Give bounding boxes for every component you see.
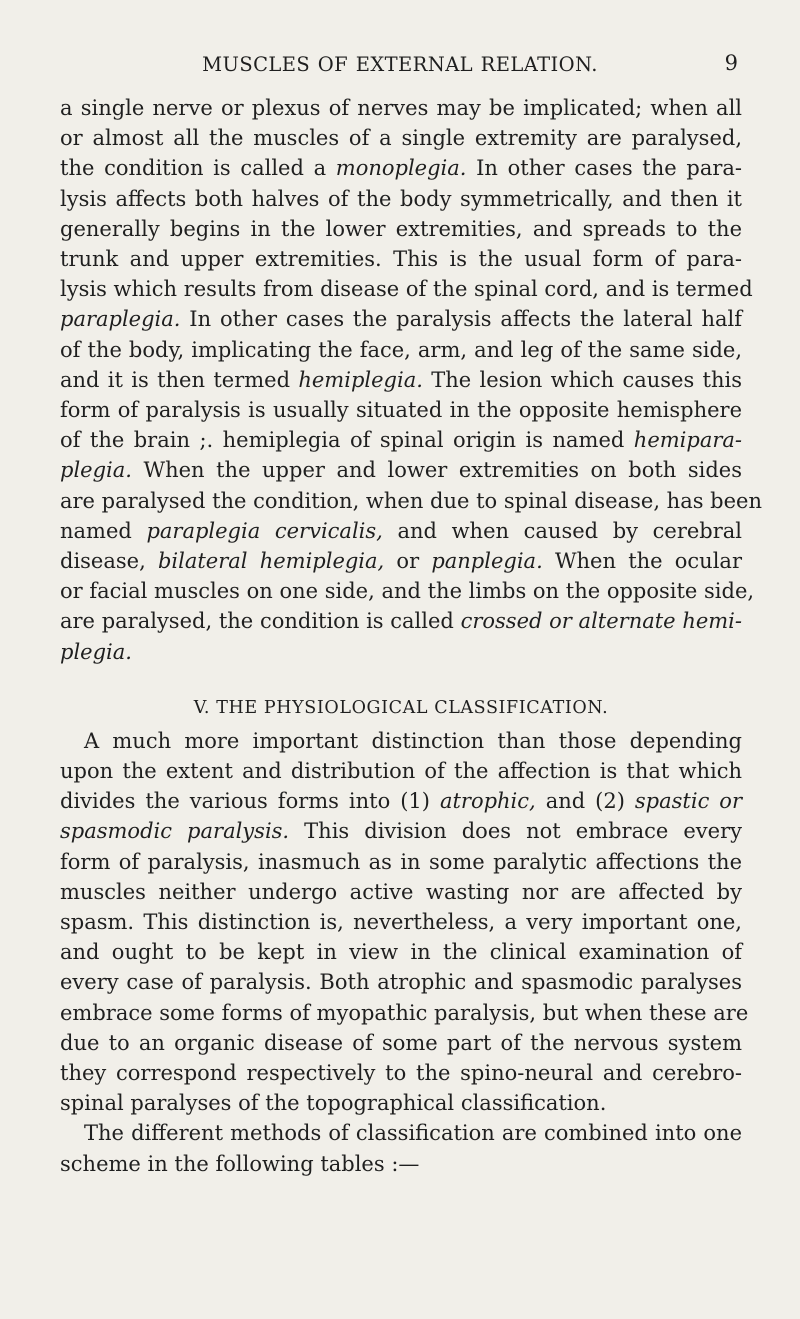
paragraph-1-line: [60, 486, 763, 516]
text-run: are paralysed the condition, when due to spinal disease, has been: [60, 488, 763, 513]
text-run: lysis which results from disease of the spinal cord, and is termed: [60, 277, 753, 302]
paragraph-2-line: [60, 907, 742, 937]
paragraph-2-line: [60, 1028, 742, 1058]
paragraph-2-line: [60, 1058, 742, 1088]
text-run: In other cases the para-: [466, 156, 742, 181]
text-run: spasm. This distinction is, nevertheless, a very important one,: [60, 909, 742, 934]
text-run: muscles neither undergo active wasting nor are affected by: [60, 879, 742, 904]
text-run: lysis affects both halves of the body symmetrically, and then it: [60, 186, 742, 211]
page-header: [60, 53, 740, 83]
paragraph-3-line: [84, 1118, 742, 1148]
text-run: and when caused by cerebral: [382, 518, 743, 543]
running-title: MUSCLES OF EXTERNAL RELATION.: [202, 53, 598, 76]
text-run: trunk and upper extremities. This is the usual form of para-: [60, 247, 742, 271]
text-run: The lesion which causes this: [422, 367, 743, 392]
text-run: When the ocular: [542, 549, 742, 573]
italic-term: spasmodic paralysis.: [60, 819, 290, 844]
italic-term: paraplegia.: [60, 307, 181, 332]
text-run: scheme in the following tables :—: [60, 1151, 420, 1176]
paragraph-1-line: [60, 184, 742, 214]
italic-term: panplegia.: [431, 549, 543, 573]
paragraph-2-line: [60, 816, 742, 846]
italic-term: atrophic,: [439, 789, 536, 814]
text-run: generally begins in the lower extremities, and spreads to the: [60, 216, 742, 241]
text-run: the condition is called a: [60, 156, 336, 181]
paragraph-2-line: [60, 877, 742, 907]
text-run: are paralysed, the condition is called: [60, 609, 461, 634]
text-run: and (2): [535, 789, 635, 814]
text-run: or almost all the muscles of a single extremity are paralysed,: [60, 126, 742, 151]
text-run: embrace some forms of myopathic paralysis, but when these are: [60, 1000, 749, 1025]
paragraph-2-line: [60, 1088, 742, 1118]
italic-term: plegia.: [60, 458, 132, 483]
text-run: When the upper and lower extremities on both sides: [131, 458, 742, 483]
text-run: and it is then termed: [60, 367, 299, 392]
paragraph-2-line: [60, 847, 742, 877]
italic-term: spastic or: [634, 789, 742, 814]
paragraph-1-line: [60, 153, 742, 183]
paragraph-1-line: [60, 244, 742, 274]
text-run: they correspond respectively to the spino-neural and cerebro-: [60, 1060, 742, 1085]
paragraph-2-line: [60, 756, 742, 786]
paragraph-1-line: [60, 93, 742, 123]
text-run: divides the various forms into (1): [60, 789, 440, 814]
italic-term: hemiplegia.: [298, 367, 423, 392]
paragraph-1-line: [60, 455, 742, 485]
paragraph-1-line: [60, 214, 742, 244]
paragraph-1-line: [60, 304, 742, 334]
italic-term: hemipara-: [633, 428, 742, 453]
italic-term: crossed or alternate hemi-: [460, 609, 742, 634]
text-run: every case of paralysis. Both atrophic and spasmodic paralyses: [60, 970, 742, 995]
paragraph-1-line: [60, 395, 742, 425]
paragraph-2-line: [60, 967, 742, 997]
paragraph-1-line: [60, 637, 742, 667]
paragraph-2-line: [60, 998, 749, 1028]
paragraph-1-line: [60, 425, 742, 455]
paragraph-1-line: [60, 365, 742, 395]
text-run: upon the extent and distribution of the affection is that which: [60, 758, 742, 783]
text-run: The different methods of classification are combined into one: [84, 1121, 742, 1146]
text-run: In other cases the paralysis affects the lateral half: [180, 307, 742, 332]
text-run: form of paralysis is usually situated in the opposite hemisphere: [60, 398, 742, 422]
text-run: This division does not embrace every: [289, 819, 742, 844]
paragraph-1-line: [60, 123, 742, 153]
paragraph-2-line: [60, 937, 742, 967]
italic-term: monoplegia.: [335, 156, 467, 181]
paragraph-2-line: [84, 726, 742, 756]
text-run: spinal paralyses of the topographical classification.: [60, 1091, 607, 1116]
text-run: or: [384, 549, 432, 573]
italic-term: plegia.: [60, 639, 132, 664]
paragraph-2-line: [60, 786, 742, 816]
text-run: disease,: [60, 549, 158, 573]
italic-term: paraplegia cervicalis,: [146, 518, 383, 543]
text-run: A much more important distinction than those depending: [84, 728, 742, 753]
paragraph-3-line: [60, 1149, 742, 1179]
text-run: named: [60, 518, 147, 543]
text-run: a single nerve or plexus of nerves may be implicated; when all: [60, 96, 742, 120]
text-run: and ought to be kept in view in the clinical examination of: [60, 940, 742, 965]
text-run: form of paralysis, inasmuch as in some paralytic affections the: [60, 849, 742, 874]
page-number: 9: [724, 51, 738, 75]
text-run: of the brain ;. hemiplegia of spinal origin is named: [60, 428, 634, 453]
section-heading: V. THE PHYSIOLOGICAL CLASSIFICATION.: [193, 697, 609, 718]
paragraph-1-line: [60, 335, 742, 365]
text-run: due to an organic disease of some part of the nervous system: [60, 1030, 742, 1055]
paragraph-1-line: [60, 606, 742, 636]
text-run: of the body, implicating the face, arm, and leg of the same side,: [60, 337, 742, 362]
paragraph-1-line: [60, 546, 742, 576]
paragraph-1-line: [60, 576, 755, 606]
text-run: or facial muscles on one side, and the limbs on the opposite side,: [60, 579, 755, 604]
italic-term: bilateral hemiplegia,: [157, 549, 385, 573]
paragraph-1-line: [60, 274, 753, 304]
paragraph-1-line: [60, 516, 742, 546]
